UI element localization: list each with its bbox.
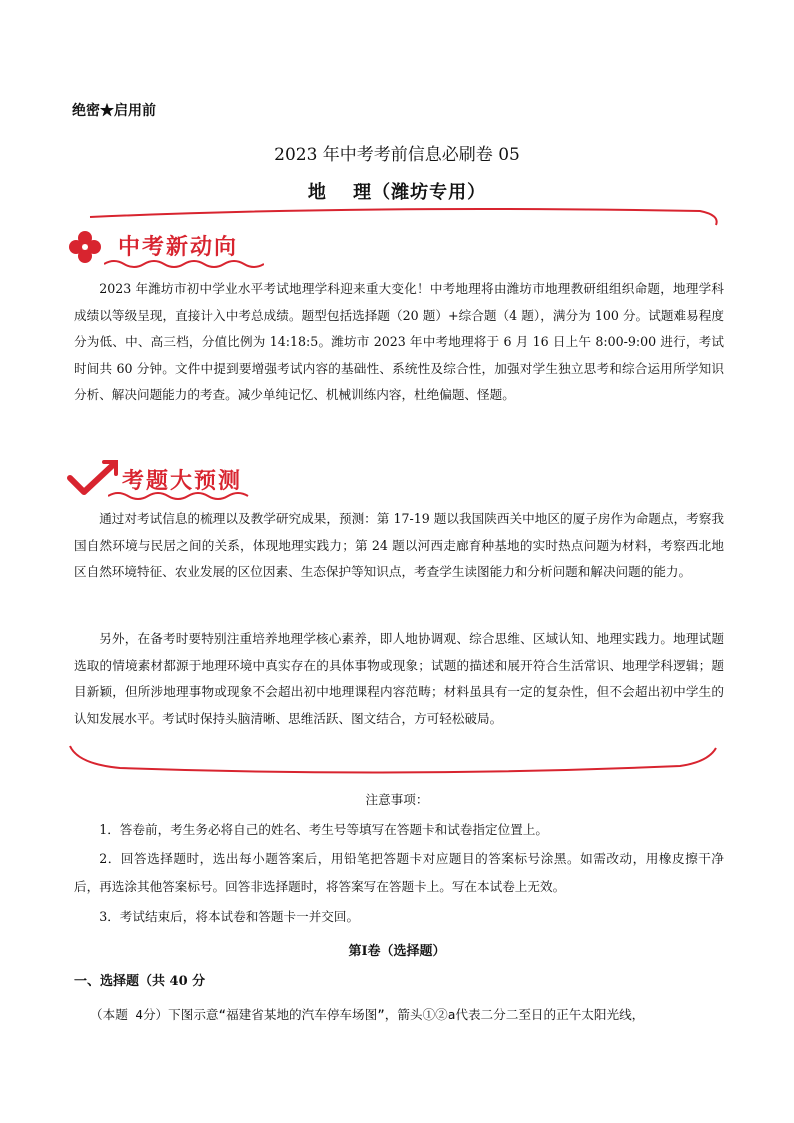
notice-item-1: 1．答卷前，考生务必将自己的姓名、考生号等填写在答题卡和试卷指定位置上。 — [99, 822, 548, 837]
heading-wave — [104, 258, 264, 270]
new-trend-heading: 中考新动向 — [118, 235, 239, 260]
bottom-decor-frame — [60, 740, 730, 780]
notice-item-2: 2．回答选择题时，选出每小题答案后，用铅笔把答题卡对应题目的答案标号涂黑。如需改动，用橡皮擦干净后，再选涂其他答案标号。回答非选择题时，将答案写在答题卡上。写在本试卷上无效。 — [74, 851, 724, 894]
prediction-paragraph-2: 另外，在备考时要特别注重培养地理学核心素养，即人地协调观、综合思维、区域认知、地理实践力。地理试题选取的情境素材都源于地理环境中真实存在的具体事物或现象；试题的描述和展开符合生活常识、地理学科逻辑；题目新颖，但所涉地理事物或现象不会超出初中地理课程内容范畴；材料虽具有一定的复杂性，但不会超出初中学生的认知发展水平。考试时保持头脑清晰、思维活跃、图文结合，方可轻松破局。 — [74, 631, 724, 726]
flower-icon — [66, 228, 104, 266]
section1-title: 一、选择题（共 40 分 — [74, 974, 206, 989]
notice-title: 注意事项： — [365, 792, 429, 807]
part1-title: 第Ⅰ卷（选择题） — [348, 944, 446, 959]
prediction-paragraph-1: 通过对考试信息的梳理以及教学研究成果，预测：第 17-19 题以我国陕西关中地区的厦子房作为命题点，考察我国自然环境与民居之间的关系，体现地理实践力；第 24 题以河西走廊育种基地的实时热点问题为材料，考察西北地区自然环境特征、农业发展的区位因素、生态保护等知识点，考查学生读图能力和分析问题和解决问题的能力。 — [74, 511, 724, 579]
exam-subtitle: 地 理（潍坊专用） — [307, 182, 487, 203]
question-intro: （本题 4分）下图示意“福建省某地的汽车停车场图”，箭头①②a代表二分二至日的正午太阳光线， — [90, 1007, 645, 1022]
secret-label: 绝密★启用前 — [72, 103, 156, 119]
prediction-heading: 考题大预测 — [122, 469, 243, 494]
notice-item-3: 3．考试结束后，将本试卷和答题卡一并交回。 — [99, 909, 360, 924]
new-trend-paragraph: 2023 年潍坊市初中学业水平考试地理学科迎来重大变化！中考地理将由潍坊市地理教研组组织命题，地理学科成绩以等级呈现，直接计入中考总成绩。题型包括选择题（20 题）+综合题（4 题），满分为 100 分。试题难易程度分为低、中、高三档，分值比例为 14:18:5。潍坊市 2023 年中考地理将于 6 月 16 日上午 8:00-9:00 进行，考试时间共 60 分钟。文件中提到要增强考试内容的基础性、系统性及综合性，加强对学生独立思考和综合运用所学知识分析、解决问题能力的考查。减少单纯记忆、机械训练内容，杜绝偏题、怪题。 — [74, 281, 724, 402]
heading-wave-2 — [108, 490, 258, 502]
exam-title: 2023 年中考考前信息必刷卷 05 — [274, 145, 520, 165]
